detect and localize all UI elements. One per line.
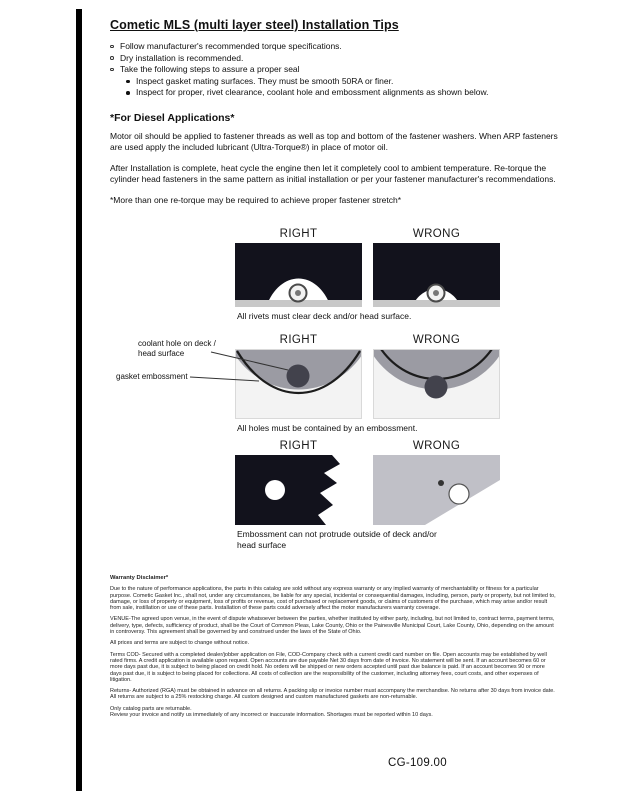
tip-text: Inspect gasket mating surfaces. They must be smooth 50RA or finer.: [136, 75, 394, 86]
page-number: CG-109.00: [388, 757, 447, 769]
open-circle-bullet-icon: [110, 56, 114, 60]
protrusion-caption: Embossment can not protrude outside of deck and/or head surface: [237, 529, 437, 550]
right-header-row1: RIGHT: [279, 228, 318, 240]
diagram-row-embossment-wrap: [116, 334, 515, 419]
left-margin-bar: [76, 9, 82, 791]
wrong-header-row3: WRONG: [412, 440, 461, 452]
tip-text: Take the following steps to assure a proper seal: [120, 64, 300, 74]
open-circle-bullet-icon: [110, 45, 114, 49]
diagram-row-protrusion: [235, 440, 515, 525]
diagram-row-embossment: [235, 334, 515, 419]
diagram-row-rivets: [235, 228, 515, 307]
legal-paragraph: Only catalog parts are returnable.: [110, 705, 192, 712]
tip-bullet: [110, 64, 572, 76]
tip-text: Dry installation is recommended.: [120, 52, 244, 63]
legal-paragraph: Terms COD- Secured with a completed dealer/jobber application on File, COD-Company check with a current credit card number on file. Open accounts may be established by well rated firms. A credit application is available upon request. Open accounts are due payable Net 30 days from date of invoice. No statement will be sent. If an account becomes 60 or more days past due, it is subject to being placed on credit hold. No orders will be shipped or new orders accepted until past due balance is paid. If an account becomes 90 or more days past due, it is subject to being placed for collections. All costs of collection are the responsibility of the customer, including attorney fees, court costs, and other expenses of litigation.: [110, 651, 547, 683]
legal-paragraph: All prices and terms are subject to change without notice.: [110, 640, 250, 647]
diesel-applications-heading: *For Diesel Applications*: [110, 111, 235, 124]
right-header-row2: RIGHT: [279, 334, 318, 346]
tip-bullet: [110, 53, 572, 65]
rivet-clearance-wrong-diagram: [373, 243, 500, 307]
rivets-caption: All rivets must clear deck and/or head surface.: [237, 311, 412, 321]
rivet-clearance-right-diagram: [235, 243, 362, 307]
embossment-right-diagram: [235, 349, 362, 419]
wrong-header-row2: WRONG: [412, 334, 461, 346]
main-content: [110, 18, 572, 207]
tip-sub-bullet: [126, 87, 572, 99]
tip-bullet: [110, 41, 572, 53]
right-header-row3: RIGHT: [279, 440, 318, 452]
filled-bullet-icon: [126, 80, 130, 84]
legal-paragraph: VENUE-The agreed upon venue, in the event of dispute whatsoever between the parties, whether instituted by either party, including, but not limited to, contract terms, payment terms, delivery, type, defects, sufficiency of product, shall be the Court of Common Pleas, Lake County, Ohio or the Painesville Municipal Court, Lake County, Ohio, depending on the amount in controversy. This agreement shall be governed by and construed under the laws of the State of Ohio.: [110, 616, 555, 636]
tip-text: Inspect for proper, rivet clearance, coolant hole and embossment alignments as shown below.: [136, 87, 489, 97]
coolant-hole-label: coolant hole on deck / head surface: [138, 339, 216, 358]
legal-paragraph: Returns- Authorized (RGA) must be obtained in advance on all returns. A packing slip or invoice number must accompany the merchandise. No returns after 30 days from invoice date. All returns are subject to a 25% restocking charge. All custom designed and custom manufactured gaskets are non-returnable.: [110, 688, 555, 701]
retorque-note: *More than one re-torque may be required to achieve proper fastener stretch*: [110, 195, 402, 206]
gasket-embossment-label: gasket embossment: [116, 372, 188, 381]
embossment-caption: All holes must be contained by an embossment.: [237, 423, 418, 433]
open-circle-bullet-icon: [110, 68, 114, 72]
protrusion-right-diagram: [235, 455, 362, 525]
protrusion-wrong-diagram: [373, 455, 500, 525]
warranty-disclaimer-section: [110, 575, 557, 723]
embossment-wrong-diagram: [373, 349, 500, 419]
diesel-paragraph-2: After Installation is complete, heat cycle the engine then let it completely cool to ambient temperature. Re-torque the cylinder head fasteners in the same pattern as initial installation or per your fastener manufacturer's recommendations.: [110, 162, 556, 185]
filled-bullet-icon: [126, 91, 130, 95]
tip-sub-bullet: [126, 76, 572, 88]
tip-text: Follow manufacturer's recommended torque specifications.: [120, 41, 342, 51]
legal-paragraph: Due to the nature of performance applications, the parts in this catalog are sold without any express warranty or any implied warranty of merchantability or fitness for a particular purpose. Cometic Gasket Inc., shall not, under any circumstances, be liable for any special, incidental or consequential damages, including, person, party or property, but not limited to, damage, or loss of property or equipment, loss of profits or revenue, cost of purchased or replacement goods, or claims of customers of the purchase, which may arise and/or result from sale, instillation or use of these parts. Installation of these parts could adversely affect the motor manufacturers warranty coverage.: [110, 586, 556, 612]
warranty-heading: Warranty Disclaimer*: [110, 575, 169, 581]
wrong-header-row1: WRONG: [412, 228, 461, 240]
legal-paragraph: Review your invoice and notify us immediately of any incorrect or inaccurate information. Shortages must be reported within 10 days.: [110, 712, 433, 719]
diesel-paragraph-1: Motor oil should be applied to fastener threads as well as top and bottom of the fastener washers. When ARP fasteners are used apply the included lubricant (Ultra-Torque®) in place of motor oil.: [110, 130, 558, 152]
page-title: Cometic MLS (multi layer steel) Installation Tips: [110, 18, 399, 32]
diagram-section: [116, 228, 515, 563]
